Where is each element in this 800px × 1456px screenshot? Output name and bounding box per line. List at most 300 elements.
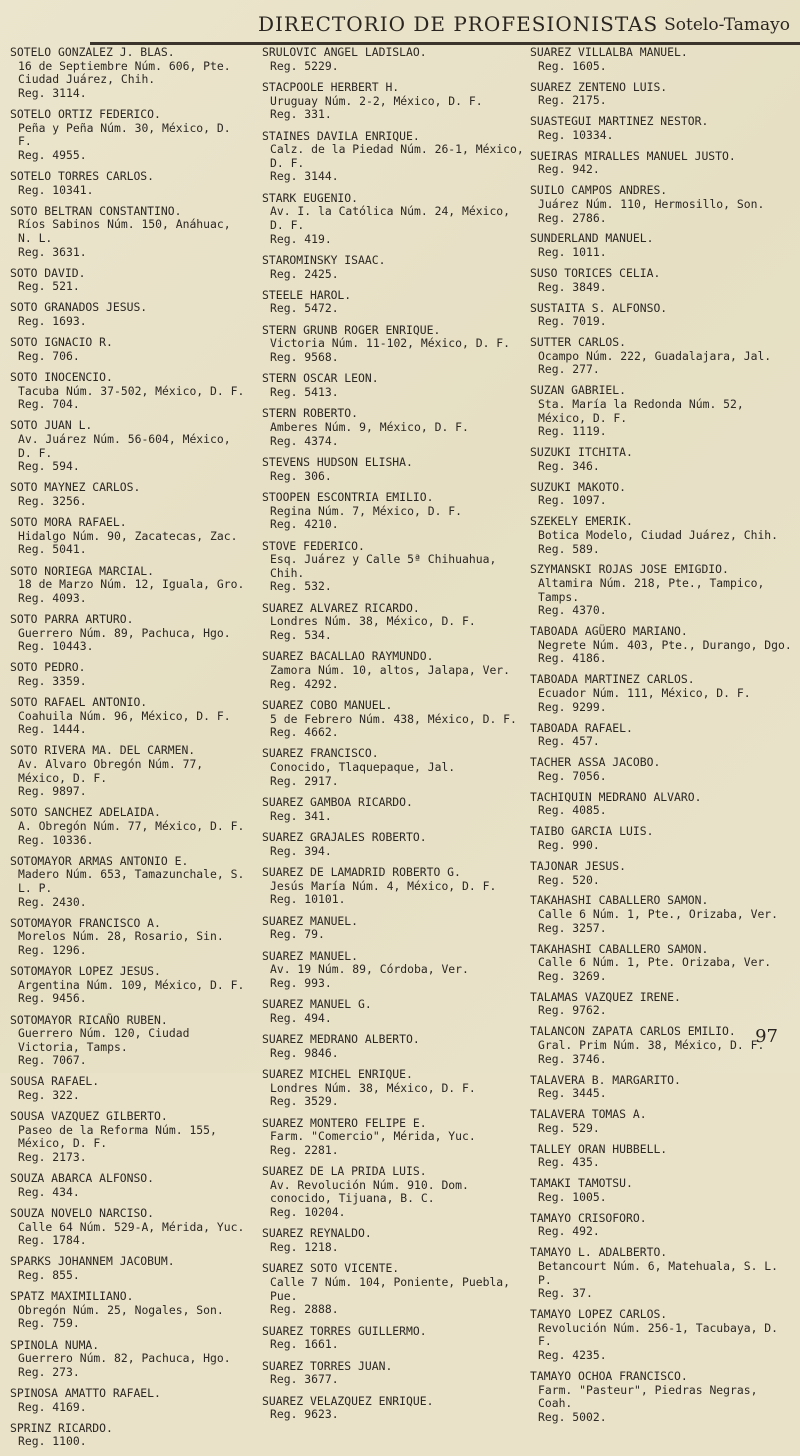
entry-address: Av. 19 Núm. 89, Córdoba, Ver. — [270, 962, 469, 977]
directory-entry — [262, 650, 524, 691]
entry-name: SOTELO ORTIZ FEDERICO. — [10, 106, 161, 121]
entry-name: STAINES DAVILA ENRIQUE. — [262, 128, 420, 143]
entry-name: TAMAKI TAMOTSU. — [530, 1176, 633, 1191]
directory-entry — [262, 1395, 524, 1422]
entry-name: STOOPEN ESCONTRIA EMILIO. — [262, 490, 434, 504]
entry-address: Madero Núm. 653, Tamazunchale, S. L. P. — [18, 867, 252, 895]
entry-name: SOTOMAYOR RICAÑO RUBEN. — [10, 1012, 168, 1027]
entry-registration: Reg. 1100. — [18, 1434, 87, 1449]
entry-name: TABOADA RAFAEL. — [530, 720, 633, 735]
entry-address: Paseo de la Reforma Núm. 155, México, D. F. — [18, 1122, 224, 1151]
entry-address: Farm. "Pasteur", Piedras Negras, Coah. — [538, 1382, 765, 1411]
entry-registration: Reg. 3746. — [538, 1051, 607, 1066]
entry-name: TAMAYO OCHOA FRANCISCO. — [530, 1369, 688, 1383]
entry-name: STOVE FEDERICO. — [262, 538, 365, 553]
entry-registration: Reg. 520. — [538, 872, 600, 887]
entry-name: SOTOMAYOR FRANCISCO A. — [10, 915, 161, 930]
entry-registration: Reg. 3114. — [18, 85, 87, 100]
directory-entry — [530, 481, 792, 508]
entry-name: SUAREZ MICHEL ENRIQUE. — [262, 1067, 413, 1082]
entry-address: 18 de Marzo Núm. 12, Iguala, Gro. — [18, 577, 245, 592]
entry-name: SOTO RIVERA MA. DEL CARMEN. — [10, 743, 196, 758]
entry-name: TALANCON ZAPATA CARLOS EMILIO. — [530, 1024, 736, 1039]
directory-entry — [530, 1074, 792, 1101]
entry-registration: Reg. 529. — [538, 1120, 600, 1135]
entry-address: Regina Núm. 7, México, D. F. — [270, 503, 463, 518]
entry-name: SZEKELY EMERIK. — [530, 514, 633, 529]
directory-entry — [530, 722, 792, 749]
entry-registration: Reg. 1218. — [270, 1240, 339, 1255]
entry-name: STERN GRUNB ROGER ENRIQUE. — [262, 322, 441, 337]
directory-entry — [262, 1165, 524, 1219]
directory-entry — [262, 254, 524, 281]
entry-address: Peña y Peña Núm. 30, México, D. F. — [18, 120, 238, 149]
entry-name: TAKAHASHI CABALLERO SAMON. — [530, 893, 709, 908]
directory-entry — [530, 1108, 792, 1135]
entry-registration: Reg. 5229. — [270, 58, 339, 73]
entry-registration: Reg. 7067. — [18, 1053, 87, 1068]
directory-entry — [262, 915, 524, 942]
directory-entry — [530, 115, 792, 142]
entry-name: STERN OSCAR LEON. — [262, 371, 379, 386]
entry-address: Farm. "Comercio", Mérida, Yuc. — [270, 1129, 476, 1144]
entry-address: Guerrero Núm. 120, Ciudad Victoria, Tamps. — [18, 1026, 197, 1054]
directory-entry — [10, 516, 250, 557]
directory-entry — [530, 1177, 792, 1204]
entry-address: Morelos Núm. 28, Rosario, Sin. — [18, 929, 224, 944]
directory-entry — [10, 806, 250, 847]
entry-registration: Reg. 277. — [538, 362, 600, 377]
entry-name: SPINOSA AMATTO RAFAEL. — [10, 1385, 161, 1400]
directory-entry — [530, 267, 792, 294]
entry-registration: Reg. 2175. — [538, 93, 607, 108]
directory-entry — [262, 1117, 524, 1158]
entry-name: SOTO PARRA ARTURO. — [10, 611, 134, 626]
entry-registration: Reg. 10336. — [18, 832, 94, 847]
entry-registration: Reg. 594. — [18, 459, 80, 474]
entry-registration: Reg. 993. — [270, 975, 332, 990]
entry-address: Calz. de la Piedad Núm. 26-1, México, D. F. — [270, 142, 531, 170]
entry-registration: Reg. 4292. — [270, 676, 339, 691]
entry-name: SUAREZ FRANCISCO. — [262, 746, 379, 761]
entry-name: STEELE HAROL. — [262, 287, 352, 302]
entry-registration: Reg. 855. — [18, 1267, 80, 1282]
directory-entry — [530, 81, 792, 108]
entry-registration: Reg. 2888. — [270, 1302, 339, 1317]
directory-entry — [262, 602, 524, 643]
entry-registration: Reg. 1005. — [538, 1189, 607, 1204]
entry-name: TAMAYO L. ADALBERTO. — [530, 1245, 668, 1260]
entry-name: TACHER ASSA JACOBO. — [530, 755, 661, 770]
entry-name: SRULOVIC ANGEL LADISLAO. — [262, 45, 427, 59]
entry-name: SUAREZ MEDRANO ALBERTO. — [262, 1032, 420, 1047]
entry-address: Av. Juárez Núm. 56-604, México, D. F. — [18, 432, 238, 460]
entry-name: SUSO TORICES CELIA. — [530, 266, 661, 281]
entry-name: SPARKS JOHANNEM JACOBUM. — [10, 1254, 175, 1269]
entry-registration: Reg. 37. — [538, 1286, 593, 1301]
entry-name: SPRINZ RICARDO. — [10, 1420, 113, 1435]
directory-entry — [10, 1207, 250, 1248]
entry-registration: Reg. 2425. — [270, 266, 339, 281]
entry-address: 16 de Septiembre Núm. 606, Pte. Ciudad Juárez, Chih. — [18, 58, 238, 87]
entry-name: SOUSA VAZQUEZ GILBERTO. — [10, 1109, 168, 1124]
entry-address: Obregón Núm. 25, Nogales, Son. — [18, 1302, 224, 1317]
entry-name: STARK EUGENIO. — [262, 190, 359, 205]
entry-registration: Reg. 9299. — [538, 699, 607, 714]
entry-name: SOTOMAYOR LOPEZ JESUS. — [10, 964, 161, 979]
entry-name: STEVENS HUDSON ELISHA. — [262, 455, 413, 470]
entry-registration: Reg. 3445. — [538, 1086, 607, 1101]
directory-entry — [262, 372, 524, 399]
directory-entry — [10, 965, 250, 1006]
entry-registration: Reg. 3256. — [18, 493, 87, 508]
entry-registration: Reg. 4085. — [538, 803, 607, 818]
directory-entry — [10, 267, 250, 294]
directory-entry — [10, 1339, 250, 1380]
entry-name: SUZAN GABRIEL. — [530, 383, 627, 398]
entry-name: SOTO MAYNEZ CARLOS. — [10, 480, 141, 495]
directory-entry — [10, 336, 250, 363]
entry-name: SUTTER CARLOS. — [530, 335, 627, 350]
entry-name: SUAREZ VILLALBA MANUEL. — [530, 45, 688, 59]
directory-entry — [530, 150, 792, 177]
directory-entry — [530, 384, 792, 438]
entry-registration: Reg. 1444. — [18, 722, 87, 737]
directory-entry — [262, 46, 524, 73]
entry-name: SPATZ MAXIMILIANO. — [10, 1289, 134, 1304]
entry-address: Altamira Núm. 218, Pte., Tampico, Tamps. — [538, 576, 772, 604]
directory-entry — [262, 998, 524, 1025]
entry-name: SOTO JUAN L. — [10, 418, 93, 433]
entry-registration: Reg. 322. — [18, 1088, 80, 1103]
entry-address: Ocampo Núm. 222, Guadalajara, Jal. — [538, 348, 772, 363]
entry-name: SOTO BELTRAN CONSTANTINO. — [10, 203, 182, 218]
directory-entry — [10, 108, 250, 162]
directory-entry — [262, 128, 531, 184]
entry-name: SOTELO GONZALEZ J. BLAS. — [10, 45, 175, 59]
entry-name: SOTO RAFAEL ANTONIO. — [10, 695, 148, 710]
entry-address: Amberes Núm. 9, México, D. F. — [270, 420, 469, 435]
entry-registration: Reg. 10204. — [270, 1205, 346, 1220]
directory-entry — [530, 336, 792, 377]
directory-entry — [262, 699, 524, 740]
entry-address: Calle 6 Núm. 1, Pte. Orizaba, Ver. — [538, 955, 772, 970]
entry-registration: Reg. 1605. — [538, 58, 607, 73]
entry-name: SUAREZ ZENTENO LUIS. — [530, 79, 668, 94]
directory-entry — [530, 1246, 792, 1300]
entry-address: Hidalgo Núm. 90, Zacatecas, Zac. — [18, 528, 238, 543]
directory-entry — [262, 324, 524, 365]
entry-registration: Reg. 492. — [538, 1224, 600, 1239]
entry-registration: Reg. 704. — [18, 397, 80, 412]
entry-registration: Reg. 2430. — [18, 894, 87, 909]
directory-entry — [262, 831, 524, 858]
entry-name: TALAVERA TOMAS A. — [530, 1107, 647, 1122]
entry-registration: Reg. 5472. — [270, 301, 339, 316]
entry-name: TAIBO GARCIA LUIS. — [530, 824, 654, 839]
entry-registration: Reg. 534. — [270, 627, 332, 642]
entry-registration: Reg. 9762. — [538, 1003, 607, 1018]
directory-entry — [530, 894, 792, 935]
directory-entry — [10, 170, 250, 197]
directory-entry — [262, 491, 524, 532]
entry-registration: Reg. 942. — [538, 162, 600, 177]
entry-name: SUAREZ DE LA PRIDA LUIS. — [262, 1164, 427, 1179]
entry-registration: Reg. 494. — [270, 1010, 332, 1025]
entry-name: SUAREZ GRAJALES ROBERTO. — [262, 830, 427, 845]
header-rule — [90, 42, 800, 45]
entry-name: SUAREZ ALVAREZ RICARDO. — [262, 600, 420, 615]
entry-registration: Reg. 2281. — [270, 1142, 339, 1157]
entry-address: Av. Revolución Núm. 910. Dom. conocido, Tijuana, B. C. — [270, 1177, 476, 1206]
entry-registration: Reg. 9897. — [18, 784, 87, 799]
entry-name: SUAREZ MANUEL. — [262, 913, 359, 928]
entry-address: Victoria Núm. 11-102, México, D. F. — [270, 336, 511, 351]
entry-name: SUAREZ SOTO VICENTE. — [262, 1261, 400, 1276]
directory-entry — [262, 192, 524, 246]
entry-name: SUAREZ GAMBOA RICARDO. — [262, 795, 413, 810]
entry-address: Guerrero Núm. 82, Pachuca, Hgo. — [18, 1351, 231, 1366]
entry-registration: Reg. 306. — [270, 468, 332, 483]
entry-name: SUAREZ MANUEL G. — [262, 997, 372, 1012]
entry-address: Londres Núm. 38, México, D. F. — [270, 614, 476, 629]
entry-registration: Reg. 9623. — [270, 1407, 339, 1422]
entry-address: 5 de Febrero Núm. 438, México, D. F. — [270, 711, 517, 726]
entry-registration: Reg. 990. — [538, 837, 600, 852]
entry-address: Calle 6 Núm. 1, Pte., Orizaba, Ver. — [538, 907, 779, 922]
entry-address: Ríos Sabinos Núm. 150, Anáhuac, N. L. — [18, 217, 238, 245]
entry-registration: Reg. 4374. — [270, 433, 339, 448]
entry-registration: Reg. 3849. — [538, 279, 607, 294]
entry-address: Ecuador Núm. 111, México, D. F. — [538, 686, 751, 701]
directory-entry — [10, 661, 250, 688]
entry-registration: Reg. 9568. — [270, 350, 339, 365]
entry-registration: Reg. 3677. — [270, 1372, 339, 1387]
entry-registration: Reg. 3529. — [270, 1094, 339, 1109]
entry-name: SUAREZ DE LAMADRID ROBERTO G. — [262, 865, 461, 880]
entry-registration: Reg. 10341. — [18, 182, 94, 197]
entry-registration: Reg. 3144. — [270, 169, 339, 184]
entry-registration: Reg. 273. — [18, 1364, 80, 1379]
entry-name: SUAREZ BACALLAO RAYMUNDO. — [262, 649, 434, 664]
directory-entry — [530, 184, 792, 225]
directory-entry — [10, 917, 250, 958]
entry-address: A. Obregón Núm. 77, México, D. F. — [18, 819, 245, 833]
entry-address: Londres Núm. 38, México, D. F. — [270, 1080, 476, 1095]
entry-name: SUAREZ MONTERO FELIPE E. — [262, 1115, 427, 1130]
directory-entry — [530, 46, 792, 73]
directory-entry — [530, 515, 792, 556]
page-number: 97 — [755, 1026, 778, 1047]
entry-name: SOTO GRANADOS JESUS. — [10, 300, 148, 315]
entry-name: SOTO PEDRO. — [10, 660, 86, 675]
directory-entry — [530, 1308, 792, 1362]
page-title: DIRECTORIO DE PROFESIONISTAS — [258, 12, 659, 36]
entry-registration: Reg. 521. — [18, 279, 80, 294]
directory-entry — [10, 855, 250, 909]
entry-registration: Reg. 706. — [18, 348, 80, 363]
directory-entry — [10, 481, 250, 508]
directory-entry — [262, 1262, 524, 1316]
entry-registration: Reg. 4186. — [538, 651, 607, 666]
entry-registration: Reg. 341. — [270, 808, 332, 823]
directory-entry — [262, 950, 524, 991]
directory-entry — [10, 565, 250, 606]
directory-entry — [10, 46, 250, 100]
entry-address: Jesús María Núm. 4, México, D. F. — [270, 878, 497, 893]
entry-name: TABOADA AGÜERO MARIANO. — [530, 624, 688, 639]
entry-registration: Reg. 4210. — [270, 517, 339, 532]
entry-name: TAKAHASHI CABALLERO SAMON. — [530, 941, 709, 956]
entry-address: Calle 64 Núm. 529-A, Mérida, Yuc. — [18, 1219, 245, 1234]
entry-registration: Reg. 2917. — [270, 773, 339, 788]
entry-address: Guerrero Núm. 89, Pachuca, Hgo. — [18, 625, 231, 640]
directory-entry — [530, 1025, 792, 1066]
entry-name: SOTOMAYOR ARMAS ANTONIO E. — [10, 853, 189, 868]
entry-registration: Reg. 434. — [18, 1184, 80, 1199]
entry-name: SOTO IGNACIO R. — [10, 335, 113, 350]
entry-name: TALAVERA B. MARGARITO. — [530, 1072, 681, 1087]
column-2 — [262, 45, 531, 1430]
entry-address: Botica Modelo, Ciudad Juárez, Chih. — [538, 527, 779, 542]
entry-registration: Reg. 5002. — [538, 1409, 607, 1424]
directory-entry — [10, 1172, 250, 1199]
directory-entry — [10, 613, 250, 654]
entry-address: Coahuila Núm. 96, México, D. F. — [18, 708, 231, 723]
entry-registration: Reg. 1011. — [538, 245, 607, 260]
directory-entry — [530, 446, 792, 473]
directory-entry — [530, 860, 792, 887]
entry-name: SZYMANSKI ROJAS JOSE EMIGDIO. — [530, 562, 729, 577]
entry-name: SUAREZ VELAZQUEZ ENRIQUE. — [262, 1393, 434, 1408]
directory-entry — [262, 456, 524, 483]
directory-entry — [530, 563, 792, 617]
directory-entry — [530, 1370, 792, 1424]
directory-entry — [530, 625, 792, 666]
column-3 — [530, 46, 792, 1432]
directory-entry — [262, 1227, 524, 1254]
entry-name: TAMAYO LOPEZ CARLOS. — [530, 1307, 668, 1322]
directory-entry — [262, 1360, 524, 1387]
directory-entry — [262, 1325, 524, 1352]
entry-registration: Reg. 589. — [538, 541, 600, 556]
entry-name: TAJONAR JESUS. — [530, 858, 627, 873]
directory-entry — [530, 673, 792, 714]
entry-registration: Reg. 435. — [538, 1155, 600, 1170]
directory-entry — [262, 866, 524, 907]
entry-registration: Reg. 419. — [270, 231, 332, 246]
directory-entry — [530, 302, 792, 329]
entry-registration: Reg. 1784. — [18, 1233, 87, 1248]
entry-registration: Reg. 3359. — [18, 673, 87, 688]
directory-entry — [10, 696, 250, 737]
entry-address: Uruguay Núm. 2-2, México, D. F. — [270, 93, 483, 108]
entry-registration: Reg. 2786. — [538, 210, 607, 225]
page-range: Sotelo-Tamayo — [664, 15, 790, 35]
entry-registration: Reg. 331. — [270, 107, 332, 122]
directory-entry — [10, 205, 250, 259]
entry-registration: Reg. 79. — [270, 927, 325, 942]
directory-entry — [10, 301, 250, 328]
directory-entry — [10, 1387, 250, 1414]
entry-name: TALAMAS VAZQUEZ IRENE. — [530, 989, 681, 1004]
column-1 — [10, 46, 250, 1456]
entry-registration: Reg. 4662. — [270, 725, 339, 740]
entry-name: SUAREZ REYNALDO. — [262, 1226, 372, 1241]
entry-registration: Reg. 10101. — [270, 892, 346, 907]
entry-name: SUAREZ MANUEL. — [262, 948, 359, 963]
entry-name: TALLEY ORAN HUBBELL. — [530, 1141, 668, 1156]
entry-address: Av. I. la Católica Núm. 24, México, D. F. — [270, 204, 517, 232]
entry-registration: Reg. 10443. — [18, 639, 94, 654]
entry-name: SUZUKI ITCHITA. — [530, 445, 633, 460]
directory-entry — [262, 289, 524, 316]
entry-name: SUASTEGUI MARTINEZ NESTOR. — [530, 114, 709, 129]
entry-name: SUILO CAMPOS ANDRES. — [530, 183, 668, 198]
entry-address: Av. Alvaro Obregón Núm. 77, México, D. F. — [18, 757, 211, 785]
directory-entry — [10, 1075, 250, 1102]
entry-registration: Reg. 4235. — [538, 1348, 607, 1363]
directory-entry — [530, 1212, 792, 1239]
entry-address: Esq. Juárez y Calle 5ª Chihuahua, Chih. — [270, 552, 504, 580]
directory-entry — [530, 232, 792, 259]
directory-entry — [262, 1068, 524, 1109]
entry-registration: Reg. 759. — [18, 1316, 80, 1331]
directory-entry — [262, 747, 524, 788]
entry-registration: Reg. 7056. — [538, 768, 607, 783]
entry-registration: Reg. 5413. — [270, 385, 339, 400]
entry-name: SUZUKI MAKOTO. — [530, 479, 627, 494]
entry-name: SOUZA ABARCA ALFONSO. — [10, 1171, 155, 1186]
entry-name: SOTO INOCENCIO. — [10, 370, 113, 385]
entry-address: Juárez Núm. 110, Hermosillo, Son. — [538, 196, 765, 211]
entry-registration: Reg. 3269. — [538, 968, 607, 983]
entry-name: STACPOOLE HERBERT H. — [262, 79, 400, 94]
entry-address: Betancourt Núm. 6, Matehuala, S. L. P. — [538, 1259, 785, 1287]
directory-entry — [262, 1033, 524, 1060]
directory-entry — [262, 540, 524, 594]
entry-name: SOTO DAVID. — [10, 265, 86, 280]
entry-registration: Reg. 9846. — [270, 1045, 339, 1060]
directory-entry — [10, 744, 250, 798]
directory-entry — [10, 1255, 250, 1282]
entry-name: SOUZA NOVELO NARCISO. — [10, 1206, 155, 1220]
entry-registration: Reg. 346. — [538, 458, 600, 473]
entry-name: SOTO SANCHEZ ADELAIDA. — [10, 805, 161, 820]
entry-registration: Reg. 2173. — [18, 1150, 87, 1165]
entry-address: Zamora Núm. 10, altos, Jalapa, Ver. — [270, 662, 511, 677]
entry-registration: Reg. 10334. — [538, 127, 614, 142]
entry-name: SOTO NORIEGA MARCIAL. — [10, 563, 155, 578]
directory-entry — [10, 1422, 250, 1449]
directory-entry — [10, 1110, 250, 1164]
entry-address: Calle 7 Núm. 104, Poniente, Puebla, Pue. — [270, 1275, 517, 1303]
entry-name: SOUSA RAFAEL. — [10, 1074, 100, 1089]
entry-registration: Reg. 1119. — [538, 424, 607, 439]
entry-name: TABOADA MARTINEZ CARLOS. — [530, 672, 695, 687]
entry-name: TACHIQUIN MEDRANO ALVARO. — [530, 789, 702, 804]
entry-name: SOTELO TORRES CARLOS. — [10, 168, 155, 183]
entry-name: SUAREZ TORRES GUILLERMO. — [262, 1323, 427, 1338]
entry-registration: Reg. 5041. — [18, 542, 87, 557]
entry-name: SUNDERLAND MANUEL. — [530, 231, 654, 246]
entry-registration: Reg. 1097. — [538, 493, 607, 508]
entry-name: TAMAYO CRISOFORO. — [530, 1210, 647, 1225]
entry-registration: Reg. 4169. — [18, 1399, 87, 1414]
entry-name: SUEIRAS MIRALLES MANUEL JUSTO. — [530, 148, 736, 163]
directory-entry — [530, 756, 792, 783]
directory-entry — [262, 81, 524, 122]
